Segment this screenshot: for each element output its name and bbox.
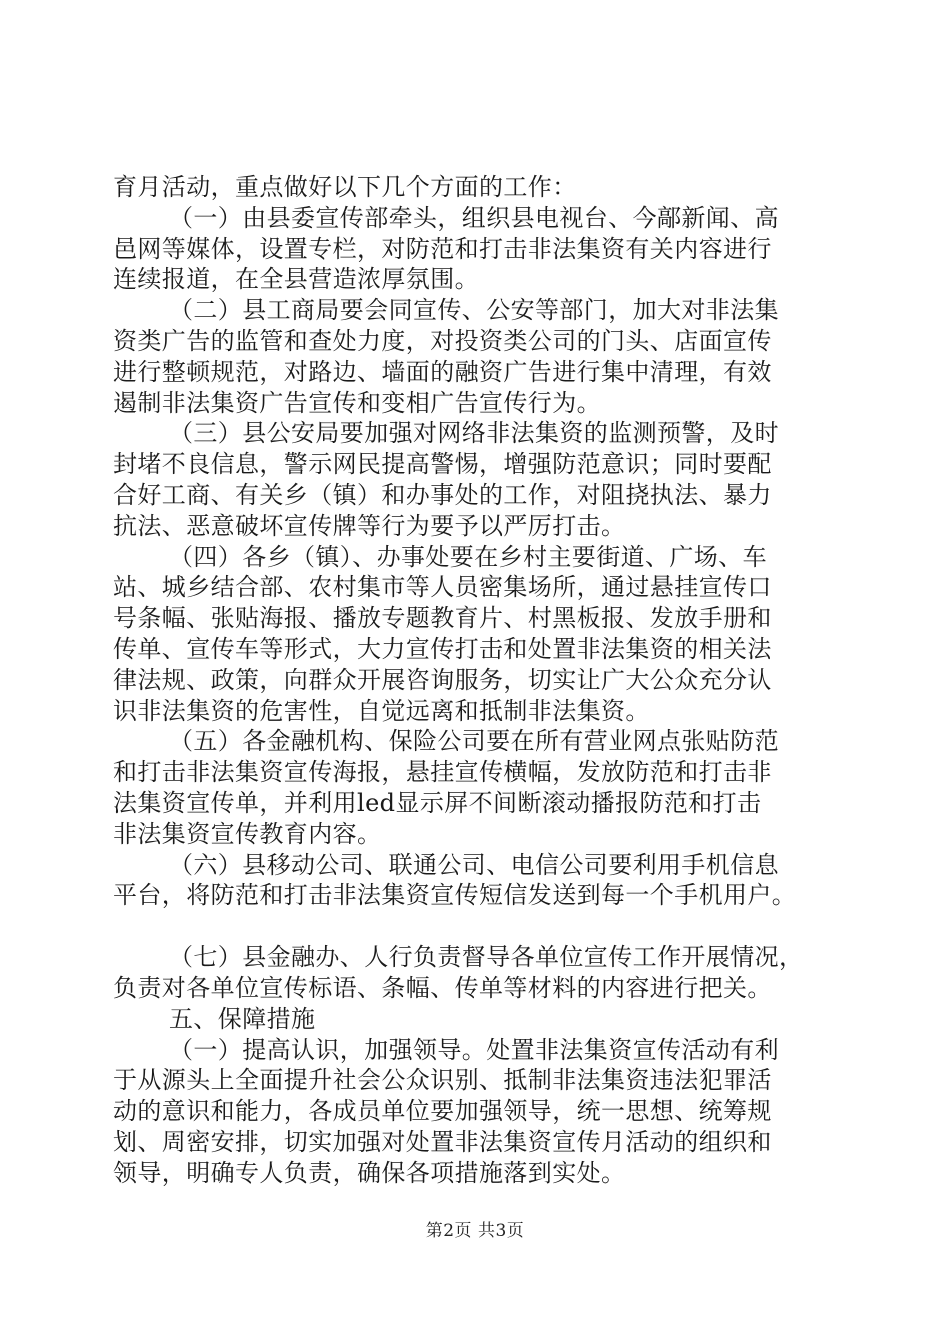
text-line: 合好工商、有关乡（镇）和办事处的工作，对阻挠执法、暴力 <box>113 480 772 509</box>
text-line: （一）由县委宣传部牵头，组织县电视台、今鄗新闻、高 <box>169 203 779 232</box>
text-line: 平台，将防范和打击非法集资宣传短信发送到每一个手机用户。 <box>113 881 797 910</box>
text-line: 于从源头上全面提升社会公众识别、抵制非法集资违法犯罪活 <box>113 1066 772 1095</box>
text-line: 划、周密安排，切实加强对处置非法集资宣传月活动的组织和 <box>113 1127 772 1156</box>
text-line: 动的意识和能力，各成员单位要加强领导，统一思想、统筹规 <box>113 1097 772 1126</box>
text-line: 律法规、政策，向群众开展咨询服务，切实让广大公众充分认 <box>113 665 772 694</box>
document-body <box>113 172 843 1189</box>
text-line: （六）县移动公司、联通公司、电信公司要利用手机信息 <box>169 850 779 879</box>
blank-line <box>113 911 843 942</box>
text-line: 和打击非法集资宣传海报，悬挂宣传横幅，发放防范和打击非 <box>113 758 772 787</box>
text-line: 封堵不良信息，警示网民提高警惕，增强防范意识；同时要配 <box>113 450 772 479</box>
text-line: 负责对各单位宣传标语、条幅、传单等材料的内容进行把关。 <box>113 973 772 1002</box>
text-line: （三）县公安局要加强对网络非法集资的监测预警，及时 <box>169 419 779 448</box>
text-line: （二）县工商局要会同宣传、公安等部门，加大对非法集 <box>169 296 779 325</box>
text-line: 领导，明确专人负责，确保各项措施落到实处。 <box>113 1158 626 1187</box>
text-line: 识非法集资的危害性，自觉远离和抵制非法集资。 <box>113 696 650 725</box>
text-line: （一）提高认识，加强领导。处置非法集资宣传活动有利 <box>169 1035 779 1064</box>
text-line: （四）各乡（镇）、办事处要在乡村主要街道、广场、车 <box>169 542 767 571</box>
text-line: 资类广告的监管和查处力度，对投资类公司的门头、店面宣传 <box>113 326 772 355</box>
text-line: （七）县金融办、人行负责督导各单位宣传工作开展情况， <box>169 943 804 972</box>
text-line: 育月活动，重点做好以下几个方面的工作： <box>113 173 577 201</box>
text-line: 抗法、恶意破坏宣传牌等行为要予以严厉打击。 <box>113 511 626 540</box>
text-line: （五）各金融机构、保险公司要在所有营业网点张贴防范 <box>169 727 779 756</box>
text-line: 传单、宣传车等形式，大力宣传打击和处置非法集资的相关法 <box>113 634 772 663</box>
text-line: 法集资宣传单，并利用led显示屏不间断滚动播报防范和打击 <box>113 788 762 817</box>
text-line: 连续报道，在全县营造浓厚氛围。 <box>113 265 479 294</box>
text-line: 站、城乡结合部、农村集市等人员密集场所，通过悬挂宣传口 <box>113 573 772 602</box>
page-number-footer: 第2页 共3页 <box>425 1221 525 1241</box>
text-line: 非法集资宣传教育内容。 <box>113 819 382 848</box>
text-line: 进行整顿规范，对路边、墙面的融资广告进行集中清理，有效 <box>113 357 772 386</box>
text-line: 邑网等媒体，设置专栏，对防范和打击非法集资有关内容进行 <box>113 234 772 263</box>
section-heading: 五、保障措施 <box>169 1004 316 1033</box>
text-line: 号条幅、张贴海报、播放专题教育片、村黑板报、发放手册和 <box>113 604 772 633</box>
text-line: 遏制非法集资广告宣传和变相广告宣传行为。 <box>113 388 601 417</box>
